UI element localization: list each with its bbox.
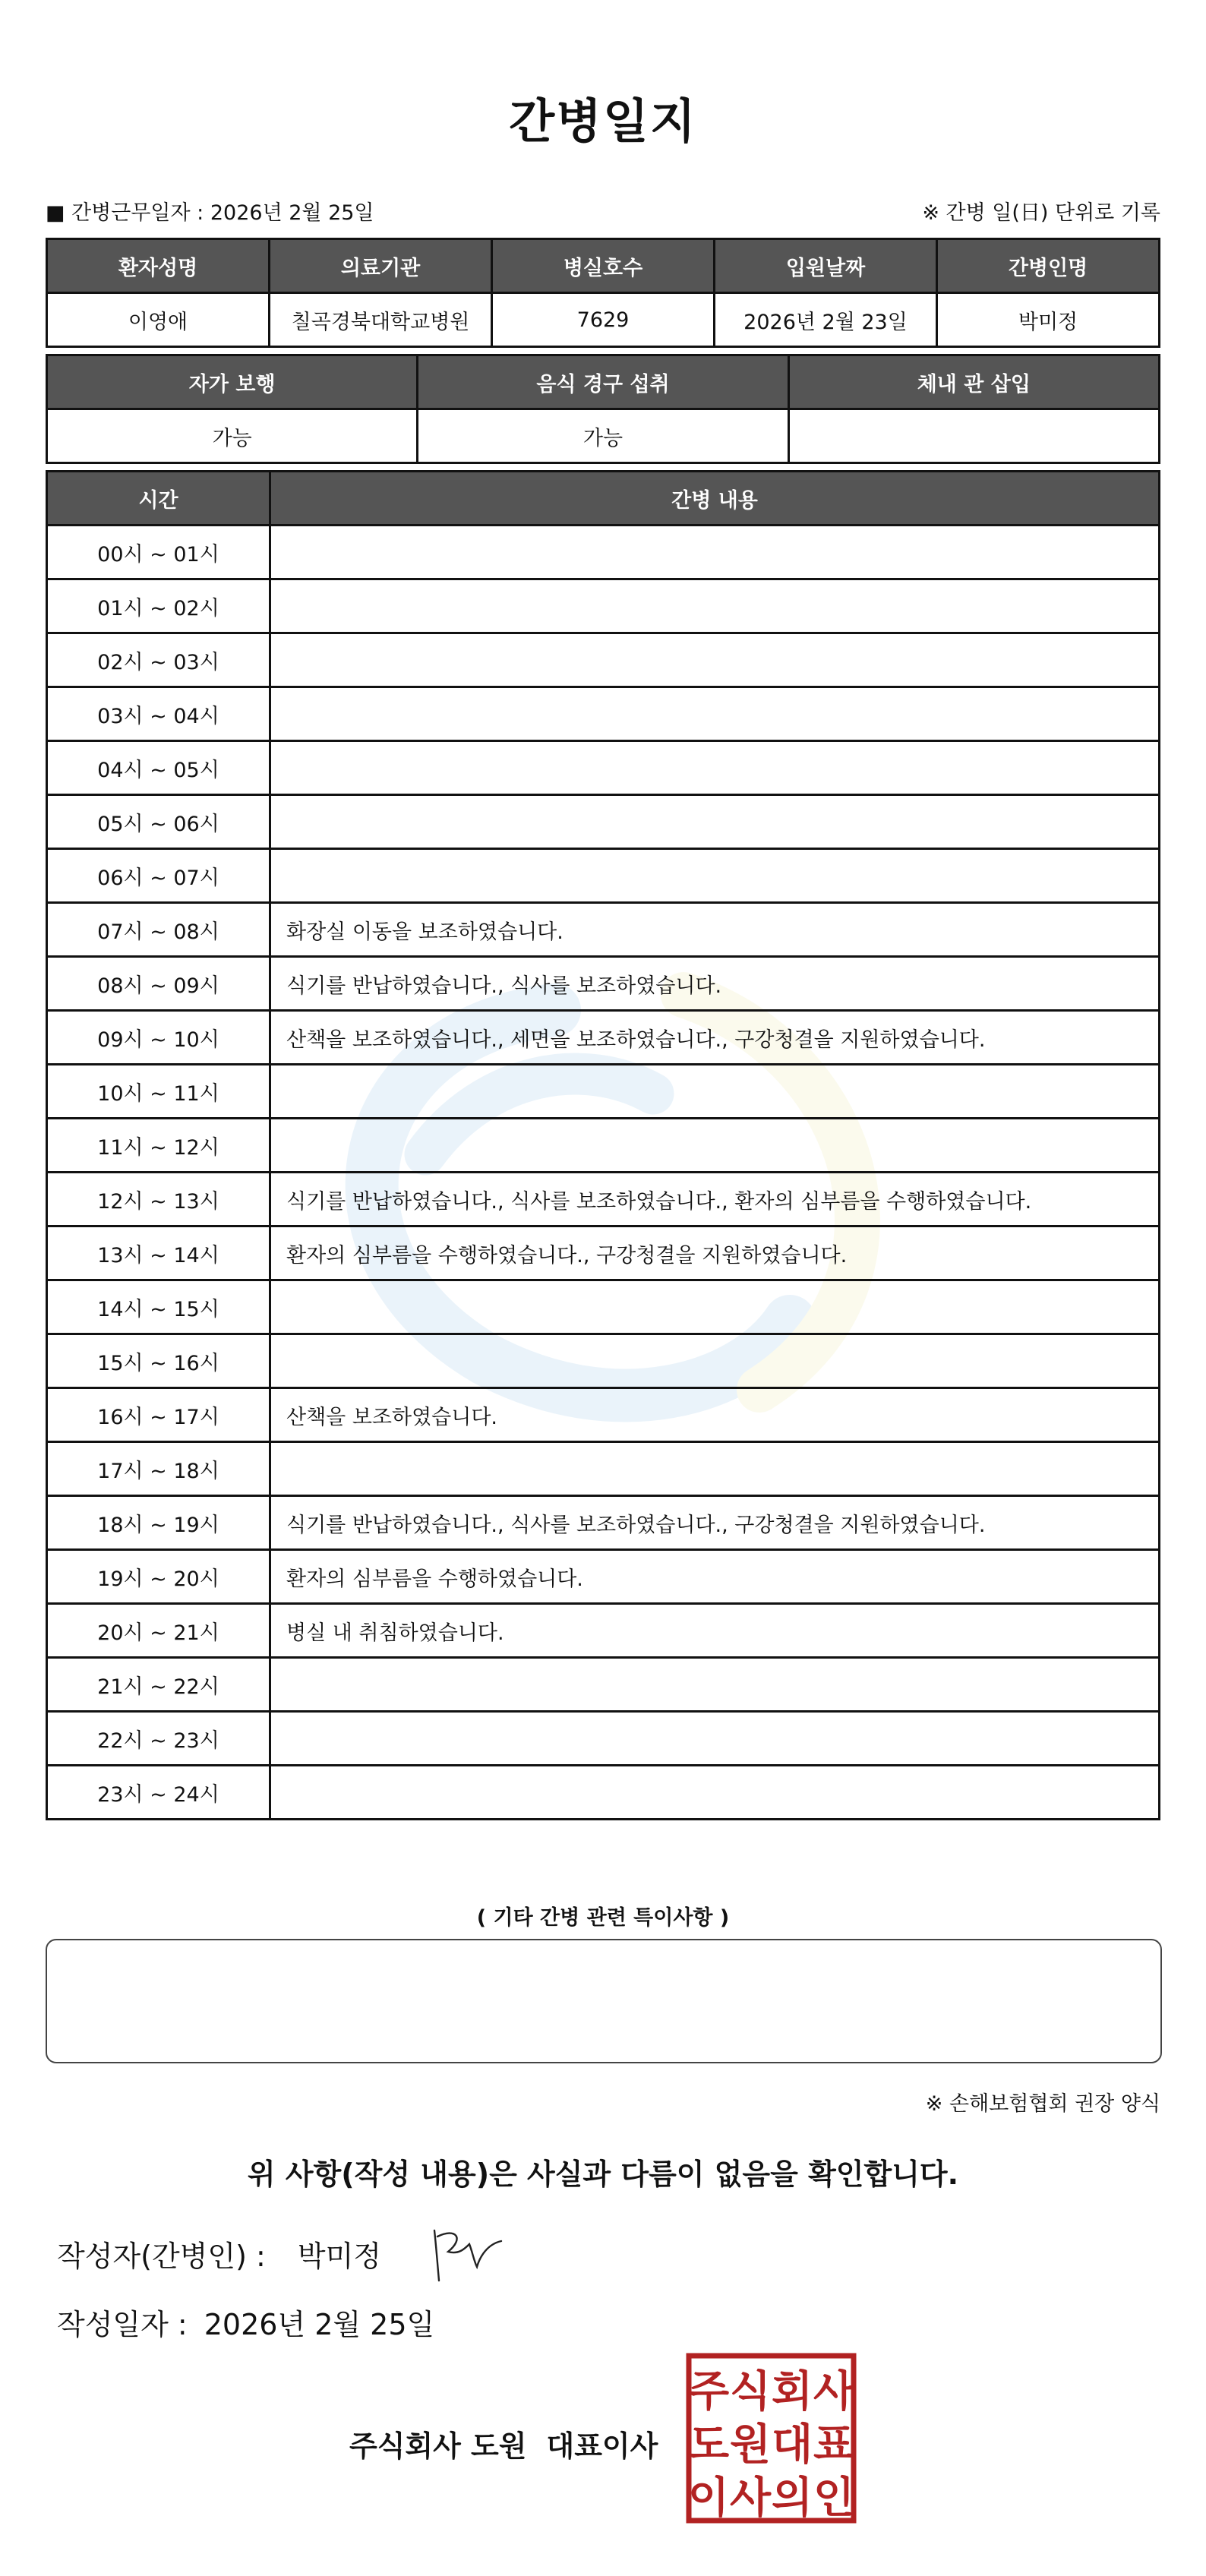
log-time: 13시 ~ 14시 bbox=[47, 1226, 270, 1280]
log-time: 19시 ~ 20시 bbox=[47, 1550, 270, 1604]
log-content bbox=[270, 1280, 1160, 1334]
log-time: 17시 ~ 18시 bbox=[47, 1442, 270, 1496]
log-time: 20시 ~ 21시 bbox=[47, 1604, 270, 1658]
log-content bbox=[270, 1712, 1160, 1766]
log-time: 21시 ~ 22시 bbox=[47, 1658, 270, 1712]
svg-text:원: 원 bbox=[729, 2420, 772, 2470]
patient-name: 이영애 bbox=[47, 293, 270, 347]
write-date-label: 작성일자 : bbox=[57, 2308, 188, 2341]
handwritten-signature bbox=[425, 2221, 509, 2290]
table-row bbox=[47, 1442, 1160, 1496]
table-row bbox=[47, 1173, 1160, 1226]
log-time: 05시 ~ 06시 bbox=[47, 795, 270, 849]
patient-status-table bbox=[46, 354, 1160, 464]
log-time: 23시 ~ 24시 bbox=[47, 1766, 270, 1820]
svg-text:주: 주 bbox=[687, 2367, 730, 2417]
writer-name: 박미정 bbox=[297, 2240, 381, 2273]
record-note: ※ 간병 일(日) 단위로 기록 bbox=[922, 201, 1160, 225]
remarks-box bbox=[46, 1939, 1162, 2063]
table-row bbox=[47, 741, 1160, 795]
header-oral-intake: 음식 경구 섭취 bbox=[418, 355, 788, 409]
log-content bbox=[270, 1119, 1160, 1173]
self-walking-value: 가능 bbox=[47, 409, 418, 463]
svg-text:대: 대 bbox=[771, 2420, 813, 2470]
care-log-table bbox=[46, 470, 1160, 1820]
writer-line bbox=[57, 2233, 381, 2275]
log-time: 02시 ~ 03시 bbox=[47, 633, 270, 687]
log-content bbox=[270, 1065, 1160, 1119]
header-time: 시간 bbox=[47, 472, 270, 526]
log-time: 03시 ~ 04시 bbox=[47, 687, 270, 741]
log-time: 18시 ~ 19시 bbox=[47, 1496, 270, 1550]
header-care-content: 간병 내용 bbox=[270, 472, 1160, 526]
company-seal-stamp bbox=[686, 2353, 857, 2524]
table-row bbox=[47, 1388, 1160, 1442]
log-content bbox=[270, 526, 1160, 579]
table-row bbox=[47, 1550, 1160, 1604]
log-time: 07시 ~ 08시 bbox=[47, 903, 270, 957]
table-row bbox=[47, 633, 1160, 687]
log-content bbox=[270, 1658, 1160, 1712]
header-caregiver-name: 간병인명 bbox=[937, 239, 1160, 293]
room-number: 7629 bbox=[492, 293, 715, 347]
table-row bbox=[47, 1011, 1160, 1065]
log-content bbox=[270, 1766, 1160, 1820]
table-row bbox=[47, 687, 1160, 741]
table-row bbox=[47, 1334, 1160, 1388]
header-room-number: 병실호수 bbox=[492, 239, 715, 293]
table-row bbox=[47, 579, 1160, 633]
caregiver-name: 박미정 bbox=[937, 293, 1160, 347]
header-tube-insertion: 체내 관 삽입 bbox=[788, 355, 1159, 409]
log-time: 06시 ~ 07시 bbox=[47, 849, 270, 903]
table-row bbox=[47, 1280, 1160, 1334]
table-row bbox=[47, 526, 1160, 579]
table-row bbox=[47, 957, 1160, 1011]
log-time: 14시 ~ 15시 bbox=[47, 1280, 270, 1334]
table-row bbox=[47, 1226, 1160, 1280]
svg-text:이: 이 bbox=[687, 2473, 730, 2523]
log-time: 01시 ~ 02시 bbox=[47, 579, 270, 633]
header-admission-date: 입원날짜 bbox=[715, 239, 937, 293]
company-title: 대표이사 bbox=[546, 2429, 658, 2463]
table-row bbox=[47, 1604, 1160, 1658]
log-content: 식기를 반납하였습니다., 식사를 보조하였습니다., 구강청결을 지원하였습니다. bbox=[270, 1496, 1160, 1550]
log-time: 00시 ~ 01시 bbox=[47, 526, 270, 579]
log-content: 환자의 심부름을 수행하였습니다. bbox=[270, 1550, 1160, 1604]
patient-info-table bbox=[46, 238, 1160, 348]
log-time: 12시 ~ 13시 bbox=[47, 1173, 270, 1226]
table-row bbox=[47, 903, 1160, 957]
log-content bbox=[270, 1442, 1160, 1496]
log-time: 22시 ~ 23시 bbox=[47, 1712, 270, 1766]
work-date-value: 2026년 2월 25일 bbox=[210, 201, 374, 225]
log-time: 09시 ~ 10시 bbox=[47, 1011, 270, 1065]
work-date-line bbox=[46, 196, 374, 226]
log-content: 병실 내 취침하였습니다. bbox=[270, 1604, 1160, 1658]
remarks-title: ( 기타 간병 관련 특이사항 ) bbox=[476, 1906, 730, 1930]
table-row bbox=[47, 1065, 1160, 1119]
log-content: 식기를 반납하였습니다., 식사를 보조하였습니다. bbox=[270, 957, 1160, 1011]
table-row bbox=[47, 795, 1160, 849]
svg-text:표: 표 bbox=[813, 2420, 855, 2470]
oral-intake-value: 가능 bbox=[418, 409, 788, 463]
header-patient-name: 환자성명 bbox=[47, 239, 270, 293]
log-content: 산책을 보조하였습니다. bbox=[270, 1388, 1160, 1442]
log-content: 화장실 이동을 보조하였습니다. bbox=[270, 903, 1160, 957]
log-content bbox=[270, 741, 1160, 795]
svg-text:사: 사 bbox=[813, 2367, 855, 2417]
log-time: 08시 ~ 09시 bbox=[47, 957, 270, 1011]
svg-text:의: 의 bbox=[771, 2473, 813, 2523]
log-content: 식기를 반납하였습니다., 식사를 보조하였습니다., 환자의 심부름을 수행하였습니다. bbox=[270, 1173, 1160, 1226]
log-content bbox=[270, 633, 1160, 687]
log-content bbox=[270, 1334, 1160, 1388]
svg-text:식: 식 bbox=[729, 2367, 772, 2417]
work-date-label: ■ 간병근무일자 : bbox=[46, 201, 210, 225]
log-content: 환자의 심부름을 수행하였습니다., 구강청결을 지원하였습니다. bbox=[270, 1226, 1160, 1280]
log-content: 산책을 보조하였습니다., 세면을 보조하였습니다., 구강청결을 지원하였습니다. bbox=[270, 1011, 1160, 1065]
log-time: 11시 ~ 12시 bbox=[47, 1119, 270, 1173]
svg-text:회: 회 bbox=[771, 2367, 813, 2417]
write-date-value: 2026년 2월 25일 bbox=[204, 2308, 435, 2341]
header-self-walking: 자가 보행 bbox=[47, 355, 418, 409]
svg-text:인: 인 bbox=[813, 2473, 855, 2523]
admission-date: 2026년 2월 23일 bbox=[715, 293, 937, 347]
table-row bbox=[47, 1658, 1160, 1712]
svg-text:도: 도 bbox=[687, 2420, 730, 2470]
table-row bbox=[47, 1766, 1160, 1820]
document-title: 간병일지 bbox=[509, 93, 697, 149]
log-time: 15시 ~ 16시 bbox=[47, 1334, 270, 1388]
table-row bbox=[47, 1496, 1160, 1550]
company-signature-line bbox=[349, 2423, 677, 2464]
svg-text:사: 사 bbox=[729, 2473, 772, 2523]
log-content bbox=[270, 795, 1160, 849]
care-log-body bbox=[47, 526, 1160, 1820]
log-content bbox=[270, 687, 1160, 741]
table-row bbox=[47, 849, 1160, 903]
log-time: 16시 ~ 17시 bbox=[47, 1388, 270, 1442]
log-time: 04시 ~ 05시 bbox=[47, 741, 270, 795]
tube-insertion-value bbox=[788, 409, 1159, 463]
table-row bbox=[47, 1712, 1160, 1766]
log-content bbox=[270, 849, 1160, 903]
recommend-note: ※ 손해보험협회 권장 양식 bbox=[925, 2092, 1160, 2116]
header-hospital: 의료기관 bbox=[270, 239, 492, 293]
writer-label: 작성자(간병인) : bbox=[57, 2240, 266, 2273]
log-time: 10시 ~ 11시 bbox=[47, 1065, 270, 1119]
log-content bbox=[270, 579, 1160, 633]
table-row bbox=[47, 1119, 1160, 1173]
write-date-line bbox=[57, 2301, 434, 2343]
company-name: 주식회사 도원 bbox=[349, 2429, 527, 2463]
confirmation-statement: 위 사항(작성 내용)은 사실과 다름이 없음을 확인합니다. bbox=[247, 2158, 959, 2191]
hospital-name: 칠곡경북대학교병원 bbox=[270, 293, 492, 347]
